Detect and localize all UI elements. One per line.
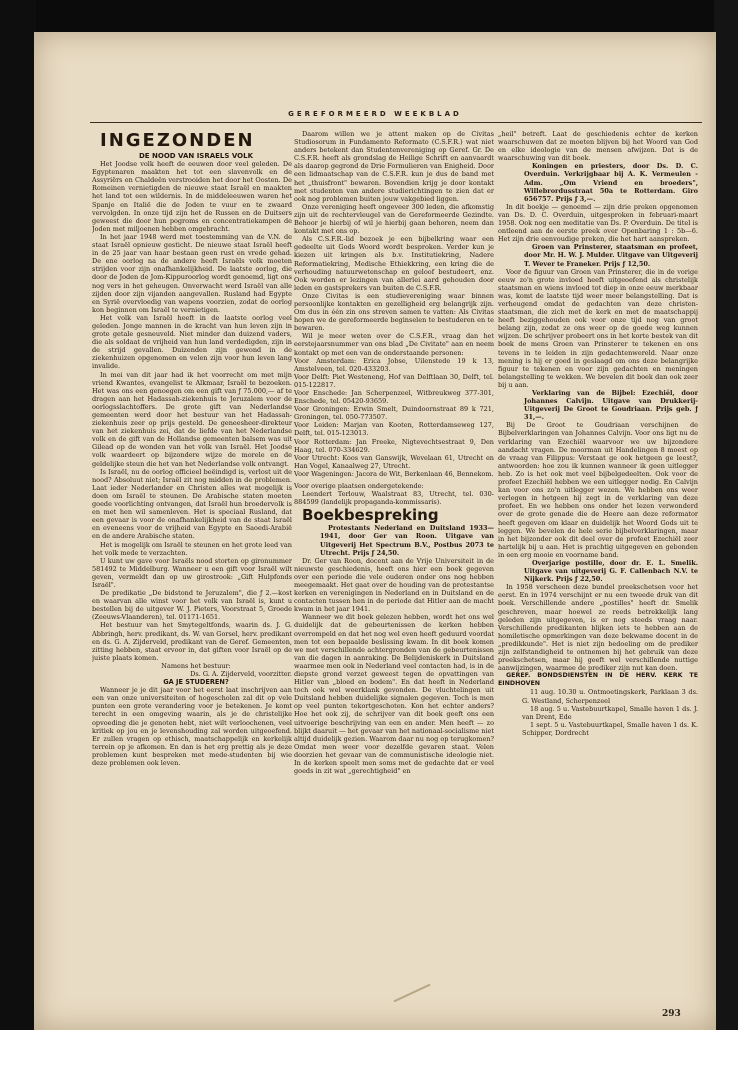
column-3 — [498, 130, 698, 1010]
contact-item: Voor Wageningen: Jacora de Wit, Berkenlaan 46, Bennekom. — [294, 469, 494, 478]
paragraph: „heil" betreft. Laat de geschiedenis echter de kerken waarschuwen dat ze moeten blijven bij het Woord van God en elke ideologie van de mensen afwijzen. Dat is de waarschuwing van dit boek. — [498, 130, 698, 163]
paragraph: In mei van dit jaar had ik het voorrecht om met mijn vriend Kwantes, evangelist te Alkmaar, Israël te bezoeken. Het was ons een genoegen om een gift van ƒ 75.000,— af te dragen aan het Hadassah-ziekenhuis te Jeruzalem voor de oorlogsslachtoffers. De grote gift van Nederlandse gemeenten werd door het bestuur van het Hadassah-ziekenhuis zeer op prijs gesteld. De geneesheer-direkteur van het ziekenhuis zei, dat de liefde van het Nederlandse volk en de gift van de Hollandse gemeenten balsem was uit Gilead op de wonden van het volk van Israël. Het Joodse volk waardeert op bijzondere wijze de morele en de geldelijke steun die het van het Nederlandse volk ontvangt. — [92, 370, 292, 468]
paragraph: In dit boekje — genoemd — zijn drie preken opgenomen van Ds. D. C. Overduin, uitgesproken in februari-maart 1958. Ook nog een meditatie van Ds. P. Overduin. De titel is ontleend aan de eerste preek over Openbaring 1 : 5b—6. Het zijn drie eenvoudige preken, die het hart aanspreken. — [498, 202, 698, 244]
service-item: 1 sept. 5 u. Vastebuurtkapel, Smalle haven 1 ds. K. Schipper, Dordrecht — [522, 720, 698, 737]
section-title: INGEZONDEN — [100, 130, 255, 151]
paragraph: De predikatie „De bidstond te Jeruzalem", die ƒ 2.—kost en waarvan alle winst voor het volk van Israël is, kunt u bestellen bij de uitgever W. J. Pieters, Voorstraat 5, Groede (Zeeuws-Vlaanderen), tel. 01171-1651. — [92, 589, 292, 622]
scan-border-bottom — [0, 1030, 738, 1068]
contact-item: Voor Leiden: Marjan van Kooten, Rotterdamseweg 127, Delft, tel. 015-123013. — [294, 421, 494, 438]
paragraph: Het is mogelijk om Israël te steunen en het grote leed van het volk mede te verzachten. — [92, 540, 292, 557]
page-number: 293 — [662, 1009, 681, 1019]
contact-item: Voor Amsterdam: Erica Jobse, Uilenstede 19 k 13, Amstelveen, tel. 020-433203. — [294, 356, 494, 373]
article-title: DE NOOD VAN ISRAELS VOLK — [139, 152, 253, 160]
newspaper-page — [34, 32, 716, 1030]
paragraph: Dr. Ger van Roon, docent aan de Vrije Universiteit in de nieuwste geschiedenis, heeft ons hier een boek gegeven over een periode die vele ouderen onder ons nog hebben meegemaakt. Het gaat over de houding van de protestantse kerken en verenigingen in Nederland en in Duitsland en de contacten tussen hen in de periode dat Hitler aan de macht kwam in het jaar 1941. — [294, 556, 494, 614]
paragraph: Voor overige plaatsen ondergetekende: — [294, 482, 424, 491]
book-title: Verklaring van de Bijbel: Ezechiël, door Johannes Calvijn. Uitgave van Drukkerij-Uitgeverij De Groot te Goudriaan. Prijs geb. ƒ 31,—. — [524, 389, 698, 422]
column-1 — [92, 130, 292, 1010]
paragraph: Voor de figuur van Groen van Prinsterer, die in de vorige eeuw zo'n grote invloed heeft uitgeoefend als christelijk staatsman en wiens invloed tot diep in onze eeuw merkbaar was, komt de laatste tijd weer meer belangstelling. Dat is verheugend omdat de gedachten van deze christen-staatsman, die zich met de kerk en met de maatschappij heeft beziggehouden ook voor onze tijd nog van groot belang zijn, zodat ze ons weer op de goede weg kunnen wijzen. De schrijver probeert ons in het korte bestek van dit boek de mens Groen van Prinsterer te tekenen en ons tevens in te leiden in zijn gedachtenwereld. Naar onze mening is hij er goed in geslaagd om ons deze belangrijke figuur te tekenen en voor zijn gedachten en meningen belangstelling te wekken. We bevelen dit boek dan ook zeer bij u aan. — [498, 267, 698, 389]
contact-item: Voor Groningen: Erwin Smelt, Duindoornstraat 89 k 721, Groningen, tel. 050-773507. — [294, 405, 494, 422]
article-title: GA JE STUDEREN? — [163, 678, 229, 687]
service-item: 18 aug. 5 u. Vastebuurtkapel, Smalle haven 1 ds. J. van Drent, Ede — [522, 704, 698, 721]
page-header: GEREFORMEERD WEEKBLAD — [288, 110, 462, 118]
book-title: Koningen en priesters, door Ds. D. C. Overduin. Verkrijgbaar bij A. K. Vermeulen - Adm. „Om Vriend en broeders", Willebrordusstraat 50a te Rotterdam. Giro 656757. Prijs ƒ 3,—. — [524, 162, 698, 203]
paragraph: Onze Civitas is een studievereniging waar binnen persoonlijke kontakten en gezelligheid erg belangrijk zijn. Om dus in één zin ons streven samen te vatten: Als Civitas hopen we de gereformeerde beginselen te bestuderen en te bewaren. — [294, 291, 494, 333]
paragraph: Bij De Groot te Goudriaan verschijnen de Bijbelverklaringen van Johannes Calvijn. Voor ons ligt nu de verklaring van Ezechiël waarvoor we uw bijzondere aandacht vragen. De moorman uit Handelingen 8 moest op de vraag van Filippus: Verstaat ge ook hetgeen ge leest?, antwoorden: hoe zou ik kunnen wanneer ik geen uitlegger heb. Zo is het ook met veel bijbelgedeelten. Ook voor de profeet Ezechiël hebben we een uitlegger nodig. En Calvijn kan voor ons zo'n uitlegger wezen. We hebben ons weer verlegen in hetgeen hij zegt in de verklaring van deze profeet. En we hebben ons onder het lezen verwonderd over de grote genade die de Heere aan deze reformator heeft gegeven om klaar en duidelijk het Woord Gods uit te leggen. We bevelen de hele serie bijbelverklaringen, maar in het bijzonder ook dit deel over de profeet Ezechiël zeer hartelijk bij u aan. Het is prachtig uitgegeven en gebonden in een erg mooie en voorname band. — [498, 421, 698, 559]
contact-item: Voor Enschede: Jan Scherpenzeel, Witbreukweg 377-301, Enschede, tel. 05420-93659. — [294, 389, 494, 406]
paragraph: Het volk van Israël heeft in de laatste oorlog veel geleden. Jonge mannen in de kracht van hun leven zijn in grote getale gesneuveld. Niet minder dan duizend vaders, die als soldaat de vrijheid van hun land verdedigden, zijn in de strijd gevallen. Duizenden zijn gewond in de ziekenhuizen opgenomen en velen zijn voor hun leven lang invalide. — [92, 313, 292, 371]
paragraph: Het Joodse volk heeft de eeuwen door veel geleden. De Egyptenaren maakten het tot een slavenvolk en de Assyriërs en Chaldeën verstrooiden het door het Oosten. De Romeinen vernietigden de nieuwe staat Israël en maakten het land tot een wildernis. In de middeleeuwen waren het Spanje en Italië die de Joden te vuur en te zwaard vervolgden. In onze tijd zijn het de Russen en de Duitsers geweest die door hun pogroms en concentratiekampen de Joden met miljoenen hebben omgebracht. — [92, 160, 292, 233]
paragraph: Het bestuur van het Smytegeltfonds, waarin ds. J. G. Abbringh, herv. predikant, ds. W. van Gorsel, herv. predikant en ds. G. A. Zijderveld, predikant van de Geref. Gemeenten, zitting hebben, staat ervoor in, dat giften voor Israël op de juiste plaats komen. — [92, 621, 292, 662]
paragraph: Leendert Terlouw, Waalstraat 83, Utrecht, tel. 030-884599 (landelijk propaganda-kommissaris). — [294, 490, 494, 507]
services-title: GEREF. BONDSDIENSTEN IN DE HERV. KERK TE EINDHOVEN — [498, 672, 698, 688]
paragraph: Wanneer we dit boek gelezen hebben, wordt het ons wel duidelijk dat de gebeurtenissen de kerken hebben overrompeld en dat het nog wel even heeft geduurd voordat men tot een bepaalde beslissing kwam. In dit boek komen we met verschillende achtergronden van de gebeurtenissen van die dagen in aanraking. De Belijdeniskerk in Duitsland waarmee men ook in Nederland veel contacten had, is in de diepste grond verzet geweest tegen de opvattingen van Hitler van „bloed en bodem". En dat heeft in Nederland toch ook wel weerklank gevonden. De vluchtelingen uit Duitsland hebben duidelijke signalen gegeven. Toch is men op veel punten tekortgeschoten. Kon het echter anders? Hoe het ook zij, de schrijver van dit boek geeft ons een uitvoerige beschrijving van een en ander. Men heeft — zo blijkt daaruit — het gevaar van het nationaal-socialisme niet altijd duidelijk gezien. Waarom daar nu nog op terugkomen? Omdat men weer voor dezelfde gevaren staat. Velen doorzien het gevaar van de communistische ideologie niet. In de kerken speelt men soms met de gedachte dat er veel goeds in zit wat „gerechtigheid" en — [294, 613, 494, 776]
paragraph: Is Israël, nu de oorlog officieel beëindigd is, verlost uit de nood? Absoluut niet; Israël zit nog midden in de problemen. Laat ieder Nederlander en Christen alles wat mogelijk is doen om Israël te steunen. De Arabische staten moeten goede voorlichting ontvangen, dat Israël hun broedervolk is en met hen wil samenleven. Het is speciaal Rusland, dat een gevaar is voor de onafhankelijkheid van de staat Israël en eveneens voor de vrijheid van Egypte en Saoedi-Arabië en de andere Arabische staten. — [92, 467, 292, 541]
contact-list — [294, 357, 494, 478]
paragraph: In 1958 verscheen deze bundel preekschetsen voor het eerst. En in 1974 verschijnt er nu een tweede druk van dit boek. Verschillende andere „postilles" heeft dr. Smelik geschreven, maar hoewel ze reeds betrekkelijk lang geleden zijn uitgegeven, is er nog steeds vraag naar. Verschillende predikanten blijken iets te hebben aan de homiletische opmerkingen van deze bekwame docent in de „predikkunde". Het is niet zijn bedoeling om de prediker zijn zelfstandigheid te ontnemen bij het gebruik van deze preekschetsen, maar hij geeft wel verschillende nuttige aanwijzingen, waarmee de prediker zijn nut kan doen. — [498, 583, 698, 673]
contact-item: Voor Utrecht: Koos van Ganswijk, Wevelaan 61, Utrecht en Han Vogel, Kanaalweg 27, Utrecht. — [294, 453, 494, 470]
service-item: 11 aug. 10.30 u. Ontmoetingskerk, Parklaan 3 ds. G. Westland, Scherpenzeel — [522, 688, 698, 705]
paragraph: Als C.S.F.R.-lid bezoek je een bijbelkring waar een gedeelte uit Gods Woord wordt besproken. Verder kun je kiezen uit kringen als b.v. Institutiekring, Nadere Reformatiekring, Medische Ethiekkring, een kring die de verhouding natuurwetenschap en geloof bestudeert, enz. Ook worden er lezingen van allerlei aard gehouden door leden en gastsprekers van buiten de C.S.F.R. — [294, 235, 494, 292]
paragraph: Wanneer je je dit jaar voor het eerst laat inschrijven aan een van onze universiteiten of hogescholen zal dit op vele punten een grote verandering voor je betekenen. Je komt terecht in een omgeving waarin, als je de christelijke opvoeding die je genoten hebt, niet wilt verloochenen, veel kritiek op jou en je levenshouding zal worden uitgeoefend. Er zullen vragen op ethisch, maatschappelijk en kerkelijk terrein op je afkomen. En dan is het erg prettig als je deze problemen kunt bespreken met mede-studenten bij wie deze problemen ook leven. — [92, 686, 292, 768]
header-rule — [90, 122, 702, 123]
book-title: Protestants Nederland en Duitsland 1933—1941, door Ger van Roon. Uitgave van Uitgeverij Het Spectrum B.V., Postbus 2073 te Utrecht. Prijs ƒ 24,50. — [320, 524, 494, 557]
book-title: Overjarige postille, door dr. E. L. Smelik. Uitgave van uitgeverij G. F. Callenbach N.V. te Nijkerk. Prijs ƒ 22,50. — [524, 558, 698, 584]
paragraph: U kunt uw gave voor Israëls nood storten op gironummer 581492 te Middelburg. Wanneer u een gift voor Israël wilt geven, vermeldt dan op uw girostrook: „Gift Hulpfonds Israël". — [92, 556, 292, 589]
book-title: Groen van Prinsterer, staatsman en profeet, door Mr. H. W. J. Mulder. Uitgave van Uitgeverij T. Wever te Franeker. Prijs ƒ 12,50. — [524, 243, 698, 268]
paragraph: In het jaar 1948 werd met toestemming van de V.N. de staat Israël opnieuw gesticht. De nieuwe staat Israël heeft in de 25 jaar van haar bestaan geen rust en vrede gehad. De ene oorlog na de andere heeft Israëls volk moeten strijden voor zijn onafhankelijkheid. De laatste oorlog, die door de Joden de Jom-Kippuroorlog wordt genoemd, ligt ons nog vers in het geheugen. Onverwacht werd Israël van alle zijden door zijn vijanden aangevallen. Rusland had Egypte en Syrië overvloedig van wapens voorzien, zodat de oorlog kon beginnen om Israël te vernietigen. — [92, 232, 292, 314]
paragraph: Daarom willen we je attent maken op de Civitas Studiosorum in Fundamento Reformato (C.S.F.R.) wat niet anders betekent dan Studentenvereniging op Geref. Gr. De C.S.F.R. heeft als grondslag de Heilige Schrift en aanvaardt als daarop gegrond de Drie Formulieren van Enigheid. Door een lidmaatschap van de C.S.F.R. kun je dus de band met het „thuisfront" bewaren. Bovendien krijg je door kontakt met studenten van andere studierichtingen te zien dat er ook nog problemen buiten jouw vakgebied liggen. — [294, 130, 494, 203]
section-title-boekbespreking: Boekbespreking — [302, 506, 439, 525]
contact-item: Voor Delft: Piet Westeneng, Hof van Delftlaan 30, Delft, tel. 015-122817. — [294, 372, 494, 389]
contact-item: Voor Rotterdam: Jan Freeke, Nigtevechtsestraat 9, Den Haag, tel. 070-334629. — [294, 437, 494, 454]
scan-border-left — [0, 0, 36, 1030]
column-2 — [294, 130, 494, 1010]
paragraph: Wil je meer weten over de C.S.F.R., vraag dan het eerstejaarsnummer van ons blad „De Civitate" aan en neem kontakt op met een van de onderstaande personen: — [294, 332, 494, 357]
signature-line: Namens het bestuur: — [161, 661, 231, 670]
signature-name: Ds. G. A. Zijderveld, voorzitter. — [190, 670, 292, 678]
scan-border-right — [714, 0, 738, 1030]
paragraph: Onze vereniging heeft ongeveer 300 leden, die afkomstig zijn uit de rechtervleugel van de Gereformeerde Gezindte. Behoor je hierbij of wil je hierbij gaan behoren, neem dan kontakt met ons op. — [294, 202, 494, 236]
